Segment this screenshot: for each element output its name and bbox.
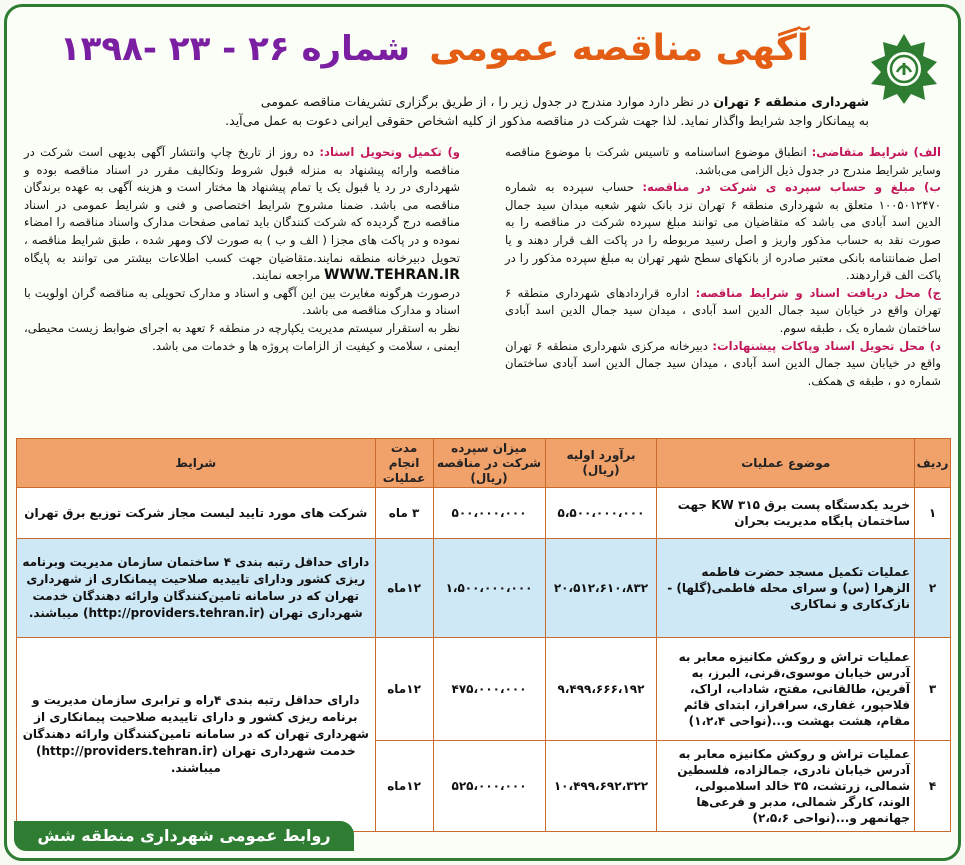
conditions-columns xyxy=(24,144,941,434)
row-deposit: ۵۰۰،۰۰۰،۰۰۰ xyxy=(433,488,545,539)
row-subject: عملیات تراش و روکش مکانیزه معابر به آدرس خیابان موسوی،قرنی، البرز، به آفرین، طالقانی، مفتح، شاداب، اراک، فلاحپور، غفاری، سرافراز، ابتدای قائم مقام، هشت بهشت و...(نواحی ۱،۲،۴) xyxy=(657,638,915,741)
row-subject: خرید یکدستگاه پست برق ۳۱۵ KW جهت ساختمان پایگاه مدیریت بحران xyxy=(657,488,915,539)
row-duration: ۳ ماه xyxy=(375,488,433,539)
row-duration: ۱۲ماه xyxy=(375,638,433,741)
intro-line-1: در نظر دارد موارد مندرج در جدول زیر را ، از طریق برگزاری تشریفات مناقصه عمومی xyxy=(260,94,710,109)
intro-line-2: به پیمانکار واجد شرایط واگذار نماید. لذا جهت شرکت در مناقصه مذکور از کلیه اشخاص حقوقی ایرانی دعوت به عمل می‌آید. xyxy=(225,113,869,128)
tehran-municipality-logo-icon xyxy=(867,32,941,106)
section-d-text: دبیرخانه مرکزی شهرداری منطقه ۶ تهران واقع در خیابان سید جمال الدین اسد آبادی ، میدان سید جمال الدین اسد آبادی ساختمان شماره دو ، طبقه ی همکف. xyxy=(505,338,941,388)
section-a-heading: الف) شرایط متقاضی: xyxy=(811,145,941,159)
table-header-row xyxy=(17,439,951,488)
section-b-heading: ب) مبلغ و حساب سپرده ی شرکت در مناقصه: xyxy=(642,180,941,195)
intro-text xyxy=(30,92,869,130)
row-subject: عملیات تکمیل مسجد حضرت فاطمه الزهرا (س) و سرای محله فاطمی(گلها) - نازک‌کاری و نماکاری xyxy=(657,539,915,638)
section-v-text: ده روز از تاریخ چاپ وانتشار آگهی بدیهی است شرکت در مناقصه وارائه پیشنهاد به منزله قبول شروط وتکالیف مقرر در اسناد مناقصه بوده و شهرداری در رد یا قبول یک یا تمام پیشنهاد ها مختار است و هزینه آگهی به عهده برندگان مناقصه می باشد. ضمنا مشروح شرایط اختصاصی و فنی و شرایط عمومی در اسناد مناقصه درج گردیده که شرکت کنندگان باید تمامی صفحات مدارک واسناد مناقصه را امضاء نموده و در پاکت های مجزا ( الف و ب ) به صورت لاک ومهر شده ، طبق شرایط مناقصه ، تحویل دبیرخانه منطقه نمایند.متقاضیان جهت کسب اطلاعات بیشتر می توانند به پایگاه xyxy=(24,145,460,265)
row-conditions: دارای حداقل رتبه بندی ۴ ساختمان سازمان مدیریت وبرنامه ریزی کشور ودارای تاییدیه صلاحیت پیمانکاری از شهرداری تهران که در سامانه تامین‌کنندگان وارائه دهندگان خدمت شهرداری تهران (http://providers.tehran.ir) میباشند. xyxy=(17,539,376,638)
row-subject: عملیات تراش و روکش مکانیزه معابر به آدرس خیابان نادری، جمالزاده، فلسطین شمالی، زرتشت، ۳۵ خالد اسلامبولی، الوند، کارگر شمالی، مدبر و فرعی‌ها جهانمهر و...(نواحی ۲،۵،۶) xyxy=(657,741,915,832)
row-no: ۴ xyxy=(915,741,951,832)
environment-note: نظر به استقرار سیستم مدیریت یکپارچه در منطقه ۶ تعهد به اجرای ضوابط زیست محیطی، ایمنی ، سلامت و کیفیت از الزامات پروژه ها و خدمات می باشد. xyxy=(24,320,460,353)
section-a-text: انطباق موضوع اساسنامه و تاسیس شرکت با موضوع مناقصه وسایر شرایط مندرج در جدول ذیل الزامی می‌باشد. xyxy=(505,145,941,177)
section-v-heading: و) تکمیل وتحویل اسناد: xyxy=(319,145,460,159)
row-duration: ۱۲ماه xyxy=(375,741,433,832)
section-b-text: حساب سپرده به شماره ۱۰۰۵۰۱۲۴۷۰ متعلق به شهرداری منطقه ۶ تهران نزد بانک شهر شعبه میدان سید جمال الدین اسد آبادی می باشد که متقاضیان می توانند مبلغ سپرده شرکت در مناقصه را به صورت نقد به حساب مذکور واریز و اصل رسید مربوطه را در پاکت الف قرار دهند و یا اصل ضمانتنامه بانکی معتبر صادره از بانکهای سطح شهر تهران به مبلغ سپرده مذکور را در پاکت الف قراردهند. xyxy=(505,180,941,283)
col-header-deposit: میزان سپرده شرکت در مناقصه (ریال) xyxy=(433,439,545,488)
section-v-text-end: مراجعه نمایند. xyxy=(251,268,321,283)
col-header-estimate: برآورد اولیه (ریال) xyxy=(545,439,657,488)
table-row xyxy=(17,638,951,741)
footer-banner: روابط عمومی شهرداری منطقه شش xyxy=(14,821,354,851)
ad-title xyxy=(20,28,849,69)
section-d-heading: د) محل تحویل اسناد وپاکات پیشنهادات: xyxy=(712,338,941,353)
row-deposit: ۱،۵۰۰،۰۰۰،۰۰۰ xyxy=(433,539,545,638)
right-column xyxy=(505,144,941,390)
row-estimate: ۲۰،۵۱۲،۶۱۰،۸۳۲ xyxy=(545,539,657,638)
table-row xyxy=(17,539,951,638)
col-header-subject: موضوع عملیات xyxy=(657,439,915,488)
row-deposit: ۴۷۵،۰۰۰،۰۰۰ xyxy=(433,638,545,741)
row-conditions: شرکت های مورد تایید لیست مجاز شرکت توزیع برق تهران xyxy=(17,488,376,539)
row-no: ۳ xyxy=(915,638,951,741)
section-c-text: اداره قراردادهای شهرداری منطقه ۶ تهران واقع در خیابان سید جمال الدین اسد آبادی ، میدان سید جمال الدین اسد آبادی ساختمان شماره یک ، طبقه سوم. xyxy=(505,285,941,335)
table-row xyxy=(17,488,951,539)
col-header-duration: مدت انجام عملیات xyxy=(375,439,433,488)
title-main: آگهی مناقصه عمومی xyxy=(429,28,810,69)
row-duration: ۱۲ماه xyxy=(375,539,433,638)
header xyxy=(20,26,945,96)
col-header-row-no: ردیف xyxy=(915,439,951,488)
title-number: شماره ۲۶ - ۲۳ -۱۳۹۸ xyxy=(59,29,411,69)
row-no: ۱ xyxy=(915,488,951,539)
row-deposit: ۵۲۵،۰۰۰،۰۰۰ xyxy=(433,741,545,832)
tender-table xyxy=(16,438,951,832)
org-name: شهرداری منطقه ۶ تهران xyxy=(713,94,869,109)
left-column xyxy=(24,144,460,355)
website-link[interactable]: WWW.TEHRAN.IR xyxy=(324,267,460,284)
row-estimate: ۹،۴۹۹،۶۶۶،۱۹۲ xyxy=(545,638,657,741)
section-c-heading: ج) محل دریافت اسناد و شرایط مناقصه: xyxy=(695,285,942,300)
row-no: ۲ xyxy=(915,539,951,638)
priority-note: درصورت هرگونه مغایرت بین این آگهی و اسناد و مدارک تحویلی به مناقصه گران اولویت با اسناد و مدارک مناقصه می باشد. xyxy=(24,285,460,318)
row-estimate: ۵،۵۰۰،۰۰۰،۰۰۰ xyxy=(545,488,657,539)
row-estimate: ۱۰،۴۹۹،۶۹۲،۳۲۲ xyxy=(545,741,657,832)
col-header-conditions: شرایط xyxy=(17,439,376,488)
row-conditions-merged: دارای حداقل رتبه بندی ۴راه و ترابری سازمان مدیریت و برنامه ریزی کشور و دارای تاییدیه صلاحیت پیمانکاری از شهرداری تهران که در سامانه تامین‌کنندگان وارائه دهندگان خدمت شهرداری تهران (http://providers.tehran.ir) میباشند. xyxy=(17,638,376,832)
